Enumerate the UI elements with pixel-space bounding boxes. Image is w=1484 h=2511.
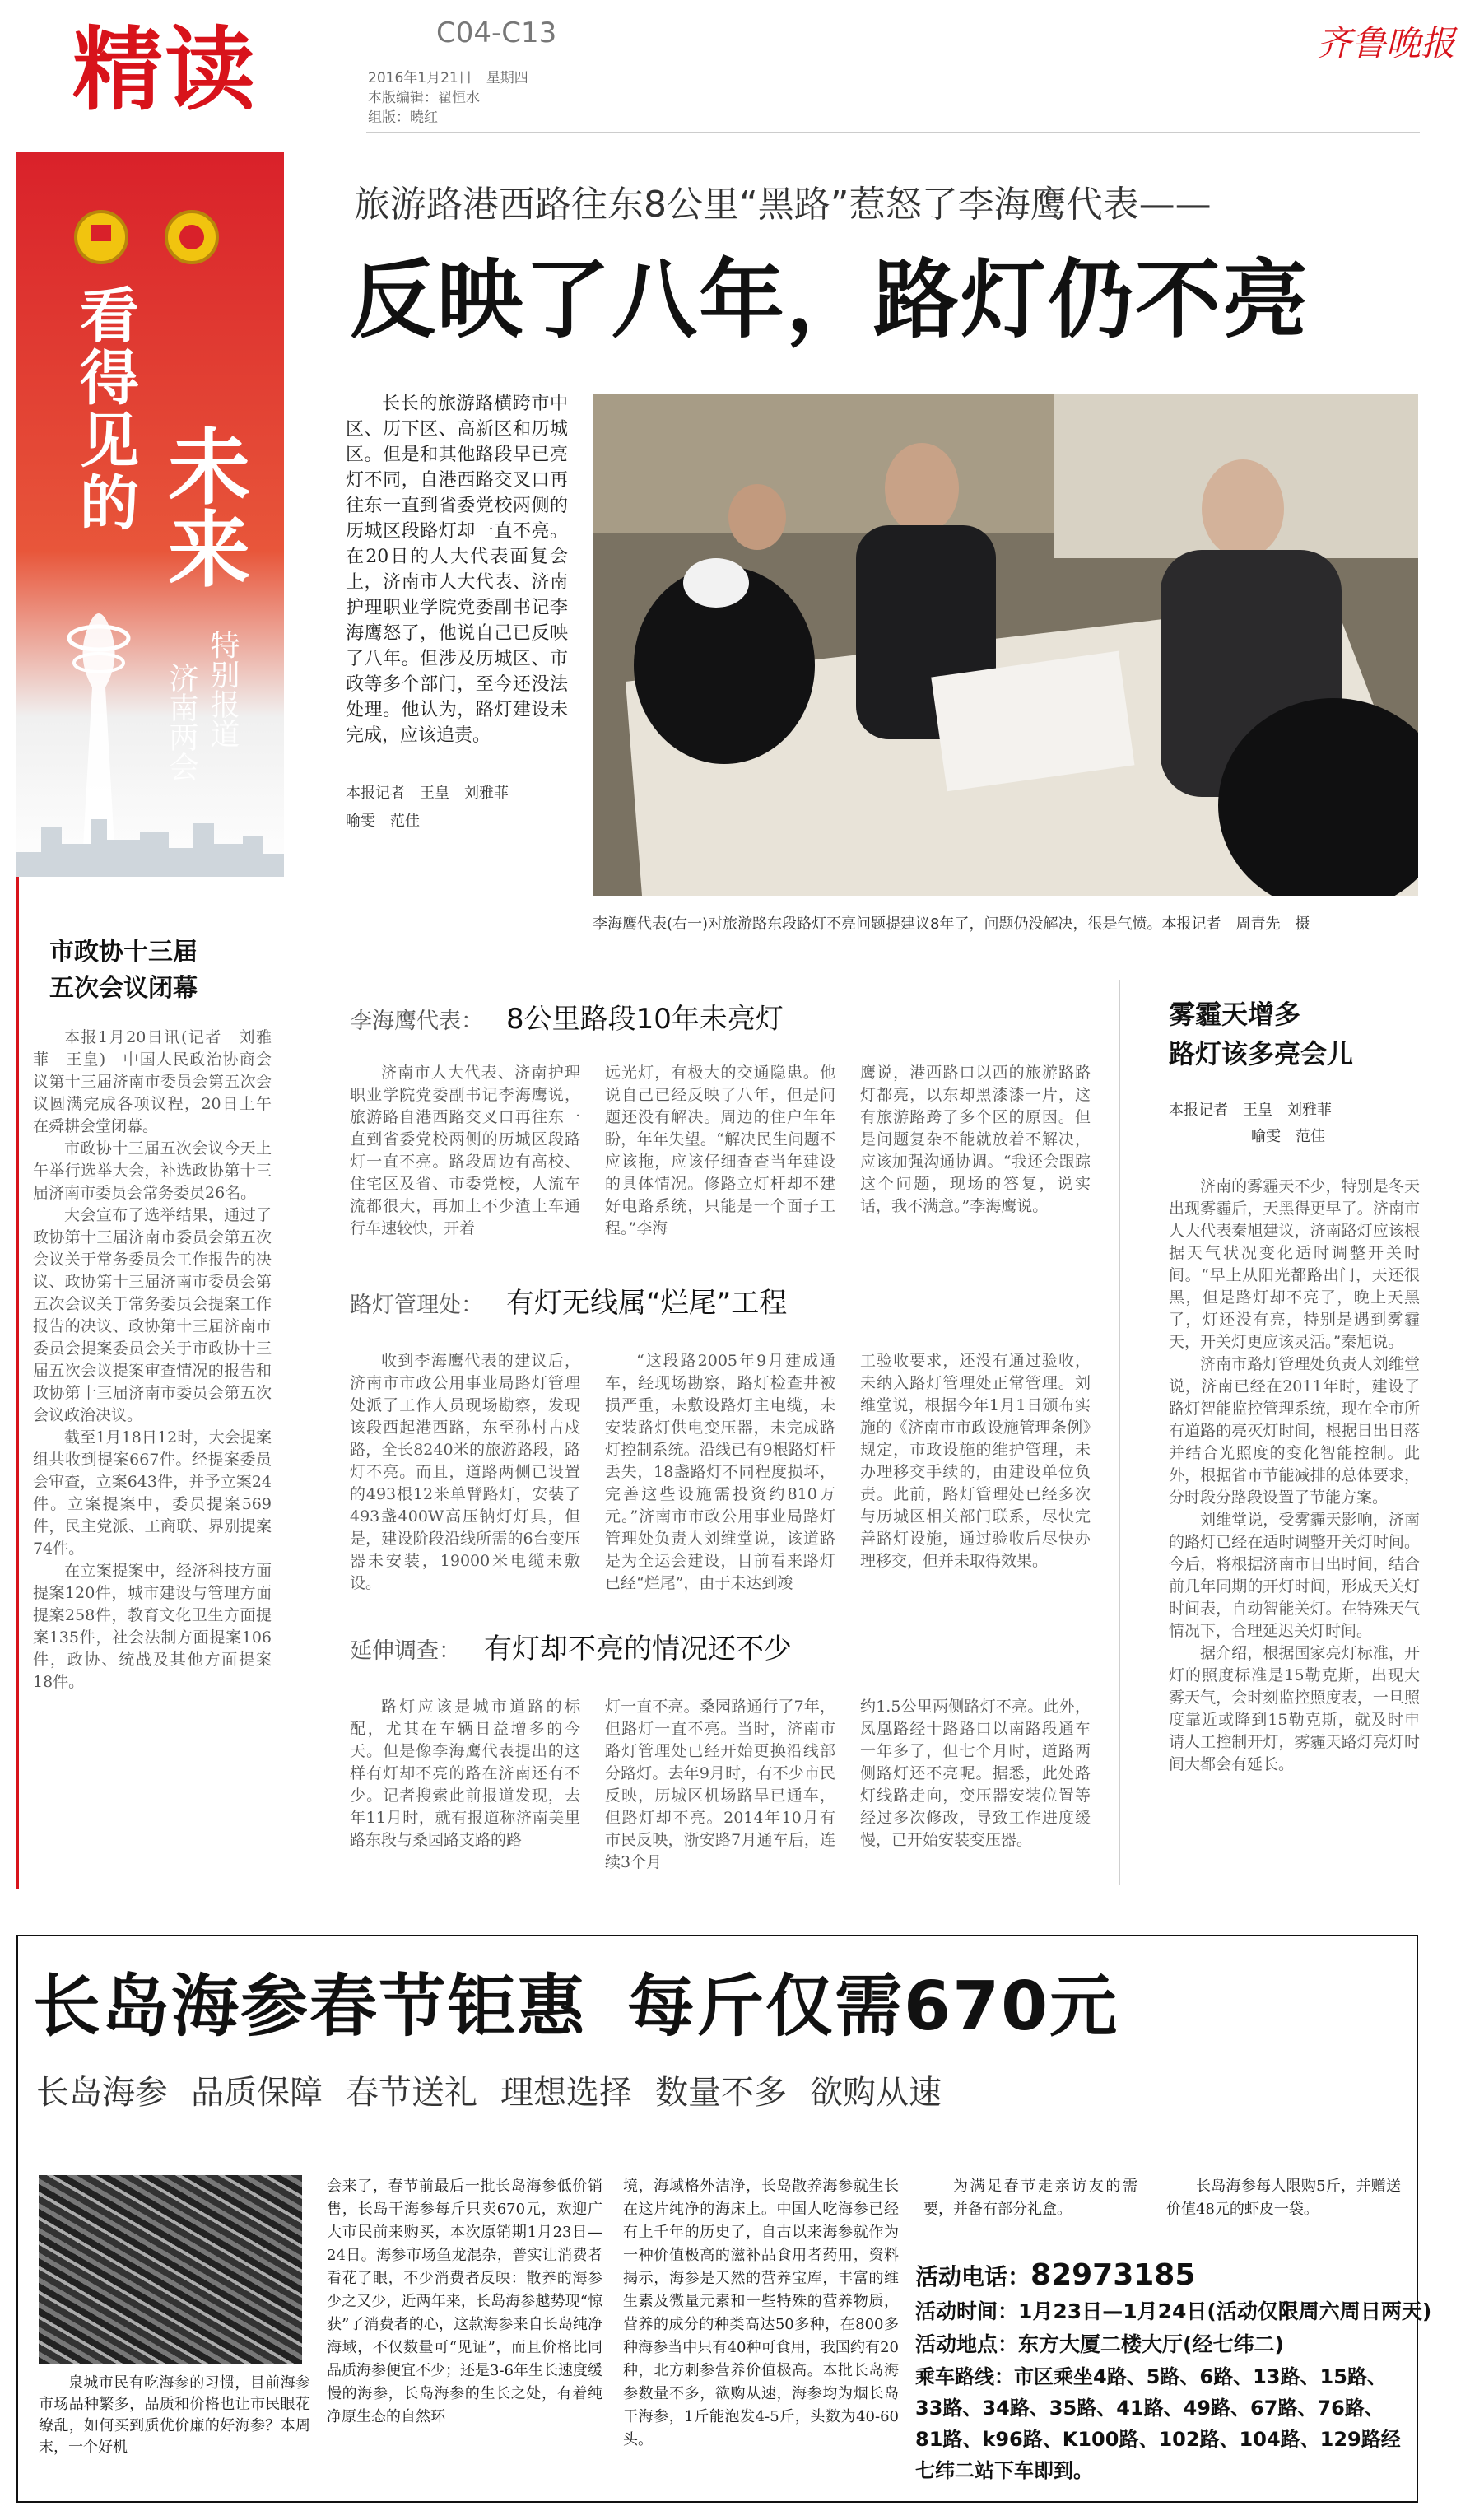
- meeting-photo-illustration: [593, 394, 1418, 896]
- event-info: [915, 2257, 1432, 2486]
- body-text: 工验收要求，还没有通过验收，未纳入路灯管理处正常管理。刘维堂说，根据今年1月1日颁布实施的《济南市市政设施管理条例》规定，市政设施的维护管理，未办理移交手续的，由建设单位负责。此前，路灯管理处已经多次与历城区相关部门联系，尽快完善路灯设施，通过验收后尽快办理移交，但并未取得效果。: [860, 1352, 1091, 1570]
- body-text: 路灯应该是城市道路的标配，尤其在车辆日益增多的今天。但是像李海鹰代表提出的这样有灯却不亮的路在济南还有不少。记者搜索此前报道发现，去年11月时，就有报道称济南美里路东段与桑园路支路的路: [350, 1698, 580, 1849]
- ad-slogan: 欲购从速: [810, 2074, 942, 2112]
- ad-slogan: 数量不多: [655, 2074, 787, 2112]
- sidebar-para: 截至1月18日12时，大会提案组共收到提案667件。经提案委员会审查，立案643件，并予立案24件。立案提案中，委员提案569件，民主党派、工商联、界别提案74件。: [33, 1428, 272, 1558]
- haze-para: 刘维堂说，受雾霾天影响，济南的路灯已经在适时调整开关灯时间。今后，将根据济南市日出时间，结合前几年同期的开灯时间，形成天关灯时间表，自动智能关灯。在特殊天气情况下，合理延迟关灯时间。: [1169, 1511, 1420, 1640]
- event-bus-row: [915, 2361, 1409, 2486]
- section-2-title: 有灯无线属“烂尾”工程: [506, 1287, 788, 1320]
- place-value: 东方大厦二楼大厅(经七纬二): [1018, 2332, 1284, 2356]
- header-rule: [366, 132, 1420, 133]
- section-2-col-1: [350, 1350, 580, 1595]
- ad-slogan: 品质保障: [191, 2074, 323, 2112]
- section-3-col-3: [860, 1696, 1091, 1852]
- place-label: 活动地点：: [915, 2332, 1019, 2356]
- sea-cucumber-photo: [39, 2175, 302, 2364]
- haze-title-line1: 雾霾天增多: [1169, 999, 1301, 1030]
- event-phone-row: [915, 2257, 1409, 2295]
- section-3-title: 有灯却不亮的情况还不少: [484, 1633, 792, 1665]
- sea-cucumber-ad: [16, 1935, 1432, 2503]
- haze-byline-1: 本报记者 王皇 刘雅菲: [1169, 1102, 1332, 1119]
- body-text: 鹰说，港西路口以西的旅游路路灯都亮，以东却黑漆漆一片，这有旅游路跨了多个区的原因。但是问题复杂不能就放着不解决，应该加强沟通协调。“我还会跟踪这个问题，现场的答复，说实话，我不满意。”李海鹰说。: [860, 1064, 1091, 1215]
- time-value: 1月23日—1月24日(活动仅限周六周日两天): [1018, 2299, 1432, 2323]
- ad-text: 境，海域格外洁净，长岛散养海参就生长在这片纯净的海床上。中国人吃海参已经有上千年的历史了，自古以来海参就作为一种价值极高的滋补品食用者药用，资料揭示，海参是天然的营养宝库，丰富的维生素及微量元素和一些特殊的营养物质，营养的成分的种类高达50多种，在800多种海参当中只有40种可食用，我国约有20种，北方刺参营养价值极高。本批长岛海参数量不多，欲购从速，海参均为烟长岛干海参，1斤能泡发4-5斤，头数为40-60头。: [623, 2178, 899, 2448]
- column-divider: [1119, 980, 1120, 1885]
- ad-text: 会来了，春节前最后一批长岛海参低价销售，长岛干海参每斤只卖670元，欢迎广大市民前来购买，本次原销期1月23日—24日。海参市场鱼龙混杂，普实让消费者看花了眼，不少消费者反映：散养的海参少之又少，近两年来，长岛海参越势现“惊获”了消费者的心，这款海参来自长岛纯净海域，不仅数量可“见证”，而且价格比同品质海参便宜不少；还是3-6年生长速度缓慢的海参，长岛海参的生长之处，有着纯净原生态的自然环: [327, 2178, 602, 2425]
- city-skyline-icon: [16, 794, 284, 877]
- sidebar-title-line1: 市政协十三届: [49, 938, 198, 967]
- body-text: 收到李海鹰代表的建议后，济南市市政公用事业局路灯管理处派了工作人员现场勘察，发现该段西起港西路，东至孙村古戍路，全长8240米的旅游路段，路灯不亮。而且，道路两侧已设置的493根12米单臂路灯，安装了493盏400W高压钠灯灯具，但是，建设阶段沿线所需的6台变压器未安装，19000米电缆未敷设。: [350, 1352, 580, 1592]
- section-2-col-2: [605, 1350, 835, 1595]
- section-1-kicker: 李海鹰代表：: [350, 1009, 483, 1034]
- cppcc-closing-story: [33, 934, 272, 1693]
- haze-para: 济南的雾霾天不少，特别是冬天出现雾霾后，天黑得更早了。济南市人大代表秦旭建议，济南路灯应该根据天气状况变化适时调整开关时间。“早上从阳光都路出门，天还很黑，但是路灯却不亮了，晚上天黑了，灯还没有亮，特别是遇到雾霾天，开关灯更应该灵活。”秦旭说。: [1169, 1177, 1420, 1351]
- haze-story: [1169, 995, 1420, 1776]
- issue-date: 2016年1月21日 星期四: [368, 70, 528, 86]
- sidebar-para: 本报1月20日讯(记者 刘雅菲 王皇) 中国人民政治协商会议第十三届济南市委员会第五次会议圆满完成各项议程，20日上午在舜耕会堂闭幕。: [33, 1028, 272, 1135]
- banner-title-line2: 未来: [154, 424, 250, 589]
- ad-text: 为满足春节走亲访友的需要，并备有部分礼盒。: [923, 2178, 1137, 2218]
- section-2-kicker: 路灯管理处：: [350, 1293, 483, 1318]
- event-place-row: [915, 2328, 1409, 2361]
- haze-title-line2: 路灯该多亮会儿: [1169, 1038, 1354, 1069]
- ad-text: 泉城市民有吃海参的习惯，目前海参市场品种繁多，品质和价格也让市民眼花缭乱，如何买到质优价廉的好海参？本周末，一个好机: [39, 2374, 310, 2456]
- time-label: 活动时间：: [915, 2299, 1019, 2323]
- bus-value: 市区乘坐4路、5路、6路、13路、15路、33路、34路、35路、41路、49路、67路、76路、81路、k96路、K100路、102路、104路、129路经七纬二站下车即到。: [915, 2365, 1401, 2482]
- ad-slogans: [36, 2066, 942, 2113]
- banner-sub1: 济南两会: [165, 663, 198, 781]
- special-report-banner: [16, 152, 284, 877]
- sidebar-title-line2: 五次会议闭幕: [49, 974, 198, 1003]
- sidebar-para: 在立案提案中，经济科技方面提案120件，城市建设与管理方面提案258件，教育文化卫生方面提案135件，社会法制方面提案106件，政协、统战及其他方面提案18件。: [33, 1562, 272, 1691]
- section-2-col-3: [860, 1350, 1091, 1572]
- page-layout-credit: 组版：曉红: [368, 109, 438, 126]
- event-time-row: [915, 2295, 1432, 2328]
- banner-title-line1: 看得见的: [70, 284, 139, 534]
- meeting-photo: [593, 394, 1418, 896]
- section-2-heading: [350, 1280, 787, 1321]
- masthead-logo: 齐鲁晚报: [1317, 23, 1456, 63]
- ad-headline: [33, 1953, 1119, 2049]
- ad-col-4: [1166, 2175, 1401, 2221]
- section-1-col-3: [860, 1062, 1091, 1218]
- ad-col-3: [923, 2175, 1137, 2221]
- ad-slogan: 理想选择: [500, 2074, 632, 2112]
- body-text: 济南市人大代表、济南护理职业学院党委副书记李海鹰说，旅游路自港西路交叉口再往东一直到省委党校两侧的历城区段路灯一直不亮。路段周边有高校、住宅区及省、市委党校，人流车流都很大，再加上不少渣土车通行车速较快，开着: [350, 1064, 580, 1237]
- banner-sub2: 特别报道: [206, 630, 240, 748]
- haze-para: 据介绍，根据国家亮灯标准，开灯的照度标准是15勒克斯，出现大雾天气，会时刻监控照度表，一旦照度靠近或降到15勒克斯，就及时申请人工控制开灯，雾霾天路灯亮灯时间大都会有延长。: [1169, 1644, 1420, 1773]
- ad-col-1: [327, 2175, 602, 2429]
- haze-para: 济南市路灯管理处负责人刘维堂说，济南已经在2011年时，建设了路灯智能监控管理系统，现在全市所有道路的亮灭灯时间，根据日出日落并结合光照度的变化智能控制。此外，根据省市节能减排的总体要求，分时段分路段设置了节能方案。: [1169, 1355, 1420, 1507]
- page-header: [0, 0, 1484, 140]
- article-kicker: 旅游路港西路往东8公里“黑路”惹怒了李海鹰代表——: [354, 184, 1212, 226]
- phone-label: 活动电话：: [915, 2263, 1031, 2290]
- page-editor: 本版编辑：翟恒水: [368, 90, 480, 106]
- lead-byline-1: 本报记者 王皇 刘雅菲: [346, 785, 509, 802]
- ad-slogan: 长岛海参: [36, 2074, 168, 2112]
- bus-label: 乘车路线：: [915, 2365, 1014, 2388]
- sidebar-para: 市政协十三届五次会议今天上午举行选举大会，补选政协第十三届济南市委员会常务委员26名。: [33, 1139, 272, 1202]
- lead-byline-2: 喻雯 范佳: [346, 813, 420, 830]
- section-title: 精读: [72, 17, 257, 123]
- cppcc-emblem-icon: [165, 210, 219, 264]
- page-range: C04-C13: [436, 16, 557, 49]
- body-text: 远光灯，有极大的交通隐患。他说自己已经反映了八年，但是问题还没有解决。周边的住户年年盼，年年失望。“解决民生问题不应该拖，应该仔细查查当年建设的具体情况。修路立灯杆却不建好电路系统，只能是一个面子工程。”李海: [605, 1064, 835, 1237]
- body-text: 灯一直不亮。桑园路通行了7年，但路灯一直不亮。当时，济南市路灯管理处已经开始更换沿线部分路灯。去年9月时，有不少市民反映，历城区机场路旱已通车，但路灯却不亮。2014年10月有市民反映，浙安路7月通车后，连续3个月: [605, 1698, 835, 1871]
- national-emblem-icon: [74, 210, 128, 264]
- phone-number: 82973185: [1030, 2258, 1196, 2292]
- section-3-kicker: 延伸调查：: [350, 1638, 461, 1664]
- sidebar-body: [33, 1027, 272, 1693]
- sidebar-para: 大会宣布了选举结果，通过了政协第十三届济南市委员会第五次会议关于常务委员会工作报告的决议、政协第十三届济南市委员会第五次会议关于常务委员会提案工作报告的决议、政协第十三届济南市委员会提案委员会关于市政协十三届五次会议提案审查情况的报告和政协第十三届济南市委员会第五次会议政治决议。: [33, 1206, 272, 1424]
- section-3-heading: [350, 1626, 792, 1666]
- ad-text: 长岛海参每人限购5斤，并赠送价值48元的虾皮一袋。: [1166, 2178, 1401, 2218]
- article-lead: [346, 391, 568, 831]
- section-1-col-2: [605, 1062, 835, 1240]
- ad-headline-part1: 长岛海参春节钜惠: [33, 1968, 587, 2046]
- section-3-col-2: [605, 1696, 835, 1874]
- body-text: 约1.5公里两侧路灯不亮。此外，凤凰路经十路路口以南路段通车一年多了，但七个月时，道路两侧路灯还不亮呢。据悉，此处路灯线路走向，变压器安装位置等经过多次修改，导致工作进度缓慢，已开始安装变压器。: [860, 1698, 1091, 1849]
- article-headline: 反映了八年，路灯仍不亮: [350, 249, 1310, 350]
- ad-headline-part2: 每斤仅需670元: [627, 1968, 1119, 2046]
- section-1-col-1: [350, 1062, 580, 1240]
- body-text: “这段路2005年9月建成通车，经现场勘察，路灯检查井被损严重，未敷设路灯主电缆，未安装路灯供电变压器，未完成路灯控制系统。沿线已有9根路灯杆丢失，18盏路灯不同程度损坏，完善这些设施需投资约810万元。”济南市市政公用事业局路灯管理处负责人刘维堂说，该道路是为全运会建设，目前看来路灯已经“烂尾”，由于未达到竣: [605, 1352, 835, 1592]
- lead-paragraph: 长长的旅游路横跨市中区、历下区、高新区和历城区。但是和其他路段早已亮灯不同，自港西路交叉口再往东一直到省委党校两侧的历城区段路灯却一直不亮。在20日的人大代表面复会上，济南市人大代表、济南护理职业学院党委副书记李海鹰怒了，他说自己已反映了八年。但涉及历城区、市政等多个部门，至今还没法处理。他认为，路灯建设未完成，应该追责。: [346, 394, 568, 746]
- section-3-col-1: [350, 1696, 580, 1852]
- ad-col-2: [623, 2175, 899, 2452]
- section-1-title: 8公里路段10年未亮灯: [506, 1003, 784, 1036]
- haze-body: [1169, 1176, 1420, 1776]
- ad-slogan: 春节送礼: [346, 2074, 477, 2112]
- haze-byline-2: 喻雯 范佳: [1251, 1128, 1325, 1145]
- left-red-rule: [16, 877, 19, 1889]
- ad-image-caption: [39, 2373, 310, 2458]
- section-1-heading: [350, 996, 784, 1037]
- photo-caption: 李海鹰代表(右一)对旅游路东段路灯不亮问题提建议8年了，问题仍没解决，很是气愤。本报记者 周青先 摄: [593, 915, 1310, 933]
